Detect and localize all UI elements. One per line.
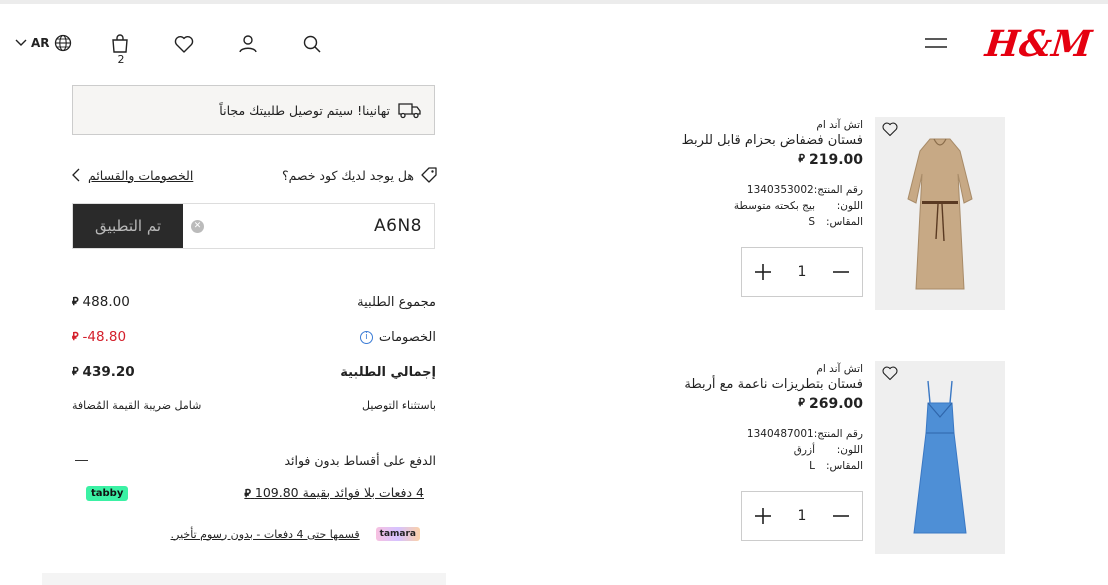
installments-heading: الدفع على أقساط بدون فوائد xyxy=(284,453,436,468)
sku-label: رقم المنتج: xyxy=(813,428,863,440)
language-selector[interactable] xyxy=(15,34,72,52)
promo-question[interactable] xyxy=(282,166,438,184)
product-price: 219.00 xyxy=(808,152,863,168)
svg-text:H&M: H&M xyxy=(983,22,1094,65)
increase-qty-button[interactable] xyxy=(752,261,774,283)
subtotal-value-wrap xyxy=(72,294,130,310)
riyal-icon: ⃁ xyxy=(72,365,79,378)
globe-icon xyxy=(54,34,72,52)
discounts-vouchers-link[interactable] xyxy=(72,168,193,183)
tamara-offer-link[interactable]: قسمها حتى 4 دفعات - بدون رسوم تأخير. xyxy=(170,527,360,541)
color-line xyxy=(675,198,863,214)
subtotal-value: 488.00 xyxy=(82,294,130,310)
quantity-stepper xyxy=(741,247,863,297)
product-name[interactable]: فستان فضفاض بحزام قابل للربط xyxy=(681,133,863,148)
vat-note: شامل ضريبة القيمة المُضافة xyxy=(72,399,202,412)
color-line xyxy=(675,442,863,458)
heart-icon[interactable] xyxy=(172,32,196,56)
tag-icon xyxy=(420,166,438,184)
tabby-row xyxy=(72,485,424,501)
dress-image xyxy=(900,373,980,543)
size-label: المقاس: xyxy=(825,216,863,228)
shipping-note: باستثناء التوصيل xyxy=(361,399,436,412)
promo-code-value: A6N8 xyxy=(374,216,422,236)
tamara-row xyxy=(150,527,420,541)
total-row xyxy=(72,364,436,380)
quantity-value: 1 xyxy=(797,264,807,280)
quantity-stepper xyxy=(741,491,863,541)
product-attributes xyxy=(675,182,863,230)
clear-icon[interactable]: ✕ xyxy=(191,220,204,233)
total-value: 439.20 xyxy=(82,364,135,380)
minus-icon xyxy=(832,507,850,525)
product-image[interactable] xyxy=(875,117,1005,310)
size-value: S xyxy=(808,216,815,228)
tabby-offer-text: 4 دفعات بلا فوائد بقيمة 109.80 xyxy=(254,485,424,500)
menu-icon[interactable] xyxy=(925,35,947,51)
bottom-panel-edge xyxy=(42,573,446,585)
total-value-wrap xyxy=(72,364,135,380)
promo-code-box xyxy=(72,203,435,249)
color-label: اللون: xyxy=(836,200,863,212)
size-label: المقاس: xyxy=(825,460,863,472)
size-line xyxy=(675,214,863,230)
product-price: 269.00 xyxy=(808,396,863,412)
wishlist-heart-icon[interactable] xyxy=(881,121,899,137)
product-brand: اتش آند ام xyxy=(816,119,863,131)
product-image[interactable] xyxy=(875,361,1005,554)
promo-question-text: هل يوجد لديك كود خصم؟ xyxy=(281,167,414,183)
discounts-link-text: الخصومات والقسائم xyxy=(88,167,194,183)
color-value: بيج بكحته متوسطة xyxy=(733,200,815,212)
total-label: إجمالي الطلبية xyxy=(340,364,436,380)
riyal-icon: ⃁ xyxy=(72,295,79,308)
notes-row xyxy=(72,399,436,412)
plus-icon xyxy=(754,507,772,525)
sku-label: رقم المنتج: xyxy=(813,184,863,196)
account-icon[interactable] xyxy=(236,32,260,56)
language-label: AR xyxy=(31,36,50,50)
product-price-wrap xyxy=(675,152,863,168)
applied-button[interactable]: تم التطبيق xyxy=(73,204,183,248)
language-selector-wrap xyxy=(15,34,72,52)
riyal-icon: ⃁ xyxy=(798,396,805,409)
size-value: L xyxy=(809,460,815,472)
discount-value-wrap xyxy=(72,329,126,345)
discount-value: -48.80 xyxy=(82,329,127,345)
top-border xyxy=(0,0,1108,4)
subtotal-row xyxy=(72,294,436,310)
riyal-icon: ⃁ xyxy=(244,487,251,500)
promo-code-input[interactable] xyxy=(183,204,434,248)
decrease-qty-button[interactable] xyxy=(830,261,852,283)
product-price-wrap xyxy=(675,396,863,412)
sku-value: 1340487001 xyxy=(746,428,814,440)
tabby-offer-link[interactable] xyxy=(244,485,424,501)
cart-item xyxy=(675,361,1005,556)
hm-logo[interactable] xyxy=(983,20,1094,66)
discount-label-wrap xyxy=(360,330,436,345)
product-brand: اتش آند ام xyxy=(816,363,863,375)
color-value: أزرق xyxy=(793,444,815,456)
tabby-logo: tabby xyxy=(86,486,128,501)
size-line xyxy=(675,458,863,474)
quantity-value: 1 xyxy=(797,508,807,524)
truck-icon xyxy=(398,101,422,119)
product-info xyxy=(675,361,863,474)
discount-label: الخصومات xyxy=(378,329,436,345)
dress-image xyxy=(900,129,980,299)
product-name[interactable]: فستان بتطريزات ناعمة مع أربطة xyxy=(684,377,863,392)
free-delivery-banner xyxy=(72,85,435,135)
sku-value: 1340353002 xyxy=(746,184,814,196)
wishlist-heart-icon[interactable] xyxy=(881,365,899,381)
search-icon[interactable] xyxy=(300,32,324,56)
bag-count: 2 xyxy=(117,53,125,66)
chevron-left-icon xyxy=(72,168,80,182)
minus-icon xyxy=(832,263,850,281)
product-info xyxy=(675,117,863,230)
tamara-logo: tamara xyxy=(376,527,420,541)
collapse-icon[interactable] xyxy=(75,460,88,462)
product-attributes xyxy=(675,426,863,474)
promo-row xyxy=(72,163,438,187)
discount-row xyxy=(72,329,436,345)
decrease-qty-button[interactable] xyxy=(830,505,852,527)
product-sku-line xyxy=(675,182,863,198)
installments-header[interactable] xyxy=(72,453,436,468)
plus-icon xyxy=(754,263,772,281)
banner-text: تهانينا! سيتم توصيل طلبيتك مجاناً xyxy=(219,102,390,118)
subtotal-label: مجموع الطلبية xyxy=(357,294,436,310)
riyal-icon: ⃁ xyxy=(72,330,79,343)
riyal-icon: ⃁ xyxy=(798,152,805,165)
cart-item xyxy=(675,117,1005,312)
product-sku-line xyxy=(675,426,863,442)
chevron-down-icon xyxy=(15,39,27,47)
color-label: اللون: xyxy=(836,444,863,456)
info-icon[interactable]: i xyxy=(360,331,373,344)
increase-qty-button[interactable] xyxy=(752,505,774,527)
